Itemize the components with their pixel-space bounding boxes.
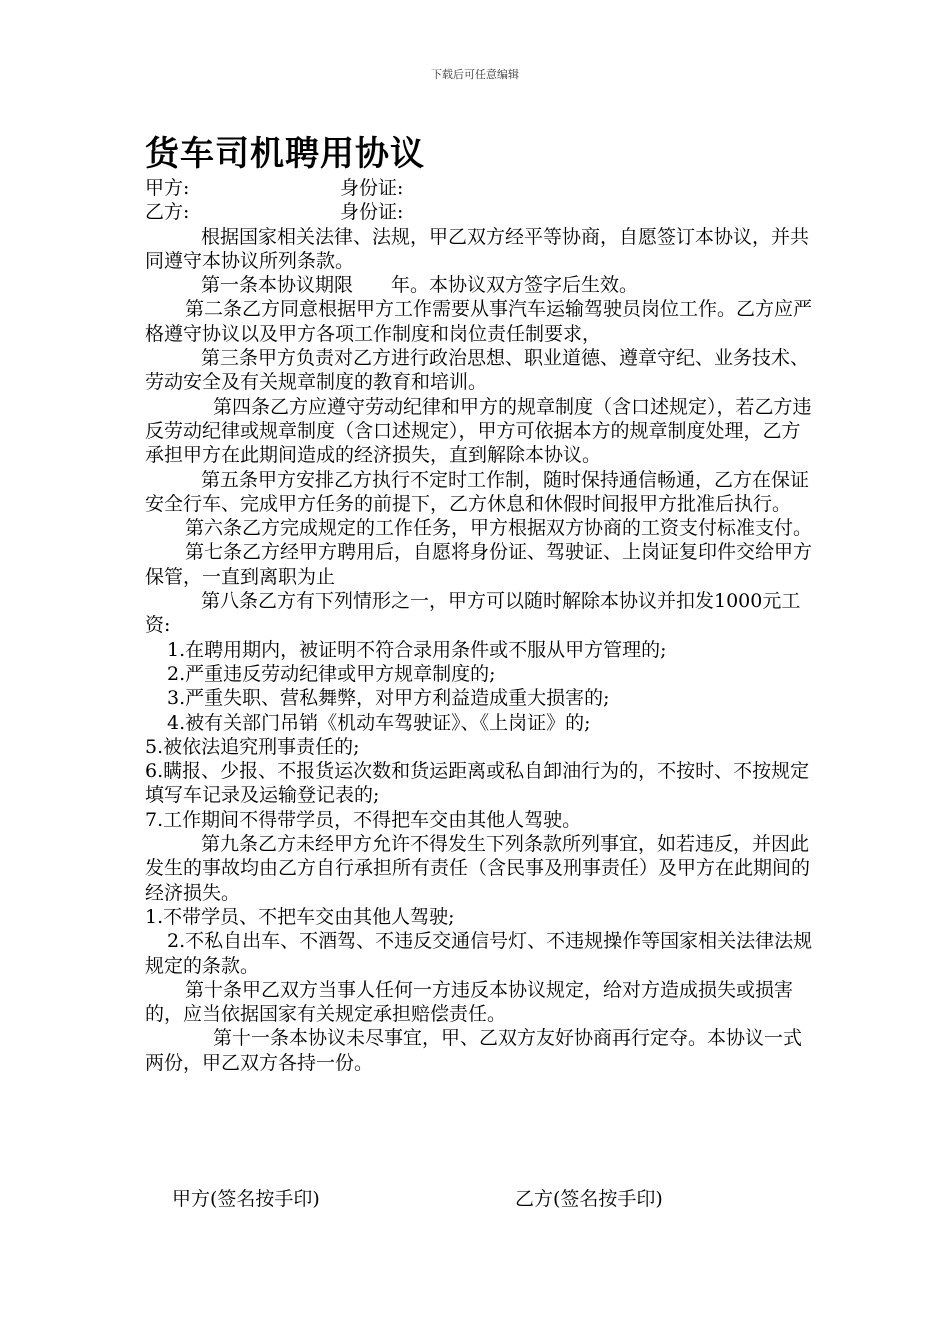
clause-paragraph: 第十条甲乙双方当事人任何一方违反本协议规定，给对方造成损失或损害的，应当依据国家有关规定承担赔偿责任。 [145, 978, 794, 1026]
clause-paragraph: 第八条乙方有下列情形之一，甲方可以随时解除本协议并扣发1000元工资: [145, 590, 801, 637]
party-jia-label: 甲方: [145, 177, 190, 199]
party-yi-id-label: 身份证: [340, 201, 404, 224]
clause-paragraph: 第三条甲方负责对乙方进行政治思想、职业道德、遵章守纪、业务技术、劳动安全及有关规章制度的教育和培训。 [145, 347, 810, 394]
signature-jia: 甲方(签名按手印) [172, 1188, 320, 1210]
signature-yi: 乙方(签名按手印) [515, 1188, 663, 1210]
document-title: 货车司机聘用协议 [145, 134, 425, 174]
document-body [145, 176, 817, 1075]
party-yi-label: 乙方: [145, 201, 190, 224]
clause-paragraph: 第二条乙方同意根据甲方工作需要从事汽车运输驾驶员岗位工作。乙方应严格遵守协议以及甲方各项工作制度和岗位责任制要求， [145, 298, 813, 345]
clause-paragraph: 5.被依法追究刑事责任的; [145, 735, 360, 758]
clause-paragraph: 第四条乙方应遵守劳动纪律和甲方的规章制度（含口述规定），若乙方违反劳动纪律或规章制度（含口述规定），甲方可依据本方的规章制度处理，乙方承担甲方在此期间造成的经济损失，直到解除本协议。 [145, 395, 812, 467]
clause-paragraph: 7.工作期间不得带学员，不得把车交由其他人驾驶。 [145, 808, 582, 831]
clause-paragraph: 第六条乙方完成规定的工作任务，甲方根据双方协商的工资支付标准支付。 [185, 517, 813, 540]
clause-paragraph: 第七条乙方经甲方聘用后，自愿将身份证、驾驶证、上岗证复印件交给甲方保管，一直到离职为止 [145, 541, 813, 588]
party-yi-row [145, 200, 817, 224]
clause-paragraph: 根据国家相关法律、法规，甲乙双方经平等协商，自愿签订本协议，并共同遵守本协议所列条款。 [145, 225, 810, 272]
party-jia-row [145, 176, 817, 200]
clause-paragraph: 4.被有关部门吊销《机动车驾驶证》、《上岗证》的; [167, 711, 591, 734]
clause-paragraph: 3.严重失职、营私舞弊，对甲方利益造成重大损害的; [167, 687, 610, 710]
clause-paragraph: 6.瞒报、少报、不报货运次数和货运距离或私自卸油行为的，不按时、不按规定填写车记录及运输登记表的; [145, 760, 810, 807]
clause-paragraph: 第五条甲方安排乙方执行不定时工作制，随时保持通信畅通，乙方在保证安全行车、完成甲方任务的前提下，乙方休息和休假时间报甲方批准后执行。 [145, 468, 810, 515]
clause-paragraph: 2.不私自出车、不酒驾、不违反交通信号灯、不违规操作等国家相关法律法规规定的条款。 [145, 930, 813, 977]
header-note: 下载后可任意编辑 [431, 68, 519, 81]
clause-paragraph: 第一条本协议期限 年。本协议双方签字后生效。 [201, 274, 639, 297]
clause-paragraph: 第九条乙方未经甲方允许不得发生下列条款所列事宜，如若违反，并因此发生的事故均由乙方自行承担所有责任（含民事及刑事责任）及甲方在此期间的经济损失。 [145, 833, 811, 904]
clause-paragraph: 1.不带学员、不把车交由其他人驾驶; [145, 905, 455, 928]
clause-paragraph: 1.在聘用期内，被证明不符合录用条件或不服从甲方管理的; [167, 638, 667, 661]
party-jia-id-label: 身份证: [340, 177, 404, 199]
clauses [145, 225, 817, 1075]
clause-paragraph: 2.严重违反劳动纪律或甲方规章制度的; [167, 662, 496, 685]
clause-paragraph: 第十一条本协议未尽事宜，甲、乙双方友好协商再行定夺。本协议一式两份，甲乙双方各持一份。 [145, 1027, 803, 1074]
